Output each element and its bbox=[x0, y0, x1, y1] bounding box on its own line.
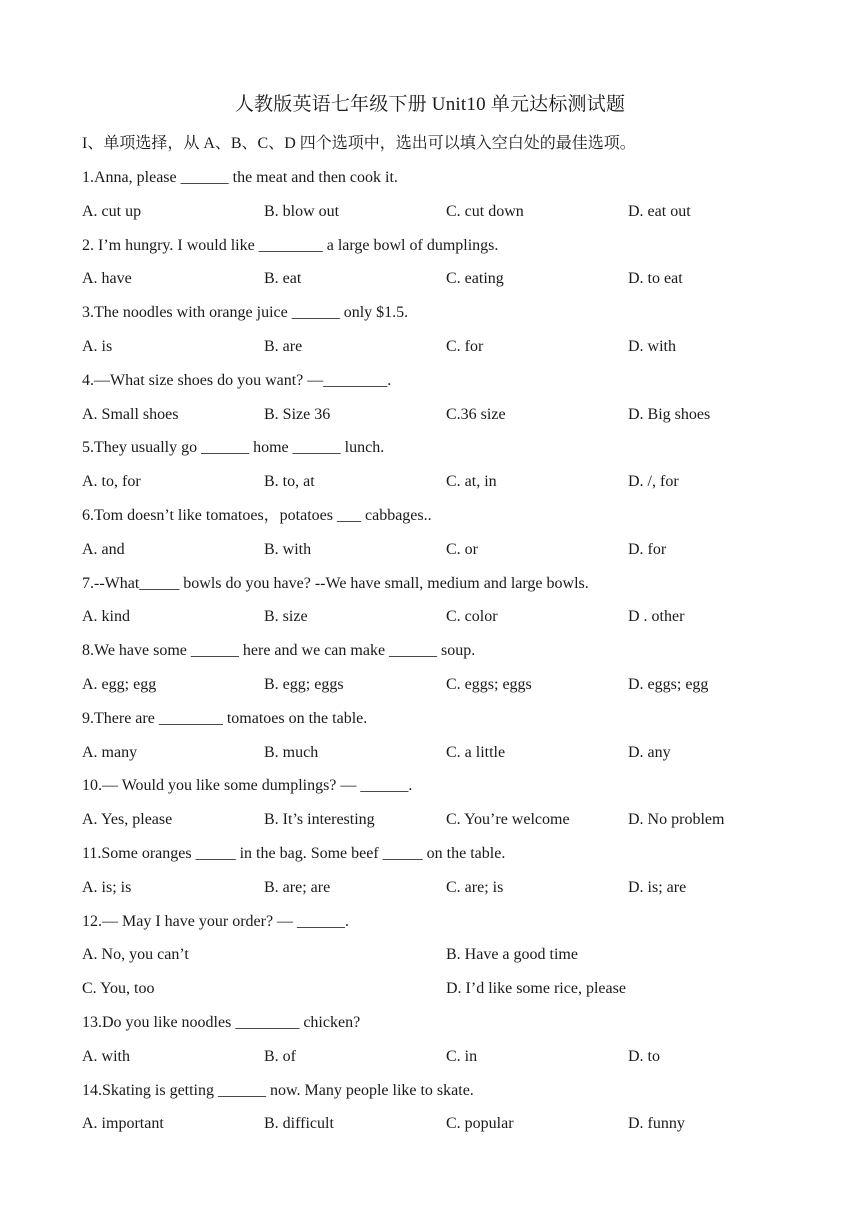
page-title: 人教版英语七年级下册 Unit10 单元达标测试题 bbox=[234, 94, 626, 115]
option-b: B. Have a good time bbox=[446, 946, 578, 964]
option-d: D. to bbox=[628, 1047, 660, 1065]
option-row bbox=[82, 807, 782, 841]
option-row bbox=[82, 334, 782, 368]
option-row bbox=[82, 976, 782, 1010]
option-row bbox=[82, 402, 782, 436]
option-c: C. You, too bbox=[82, 980, 155, 998]
question-stem: 6.Tom doesn’t like tomatoes，potatoes ___ cabbages.. bbox=[82, 506, 432, 524]
option-row bbox=[82, 199, 782, 233]
option-b: B. It’s interesting bbox=[264, 811, 375, 829]
option-b: B. to, at bbox=[264, 473, 315, 491]
option-row bbox=[82, 1111, 782, 1145]
option-a: A. have bbox=[82, 270, 132, 288]
option-row bbox=[82, 266, 782, 300]
option-c: C. eggs; eggs bbox=[446, 675, 532, 693]
question-stem: 12.— May I have your order? — ______. bbox=[82, 912, 350, 930]
option-a: A. Small shoes bbox=[82, 405, 179, 423]
option-d: D. Big shoes bbox=[628, 405, 711, 423]
option-d: D. to eat bbox=[628, 270, 683, 288]
option-a: A. important bbox=[82, 1115, 164, 1133]
option-c: C. color bbox=[446, 608, 498, 626]
option-c: C. popular bbox=[446, 1115, 514, 1133]
option-c: C. eating bbox=[446, 270, 504, 288]
option-row bbox=[82, 469, 782, 503]
question-stem: 3.The noodles with orange juice ______ only $1.5. bbox=[82, 304, 409, 322]
question-stem: 14.Skating is getting ______ now. Many people like to skate. bbox=[82, 1081, 474, 1099]
option-a: A. with bbox=[82, 1047, 130, 1065]
option-c: C. or bbox=[446, 540, 478, 558]
option-a: A. egg; egg bbox=[82, 675, 157, 693]
option-row bbox=[82, 942, 782, 976]
option-d: D. eggs; egg bbox=[628, 675, 709, 693]
option-b: B. size bbox=[264, 608, 308, 626]
option-row bbox=[82, 672, 782, 706]
option-a: A. to, for bbox=[82, 473, 141, 491]
option-c: C. are; is bbox=[446, 878, 504, 896]
option-d: D. eat out bbox=[628, 202, 691, 220]
option-c: C. a little bbox=[446, 743, 506, 761]
option-c: C. at, in bbox=[446, 473, 497, 491]
question-stem: 13.Do you like noodles ________ chicken? bbox=[82, 1013, 361, 1031]
question-stem: 8.We have some ______ here and we can make ______ soup. bbox=[82, 642, 476, 660]
option-a: A. is; is bbox=[82, 878, 132, 896]
question-stem: 11.Some oranges _____ in the bag. Some beef _____ on the table. bbox=[82, 844, 506, 862]
option-d: D . other bbox=[628, 608, 685, 626]
option-b: B. Size 36 bbox=[264, 405, 331, 423]
option-c: C. cut down bbox=[446, 202, 524, 220]
question-stem: 10.— Would you like some dumplings? — ______. bbox=[82, 777, 413, 795]
option-d: D. funny bbox=[628, 1115, 685, 1133]
option-c: C. for bbox=[446, 337, 484, 355]
option-b: B. blow out bbox=[264, 202, 340, 220]
option-c: C. You’re welcome bbox=[446, 811, 570, 829]
option-b: B. much bbox=[264, 743, 319, 761]
option-d: D. any bbox=[628, 743, 671, 761]
option-row bbox=[82, 740, 782, 774]
option-d: D. /, for bbox=[628, 473, 679, 491]
option-b: B. with bbox=[264, 540, 312, 558]
option-b: B. eat bbox=[264, 270, 302, 288]
option-row bbox=[82, 537, 782, 571]
question-stem: 5.They usually go ______ home ______ lunch. bbox=[82, 439, 385, 457]
question-stem: 9.There are ________ tomatoes on the table. bbox=[82, 709, 368, 727]
option-a: A. many bbox=[82, 743, 138, 761]
option-b: B. are bbox=[264, 337, 303, 355]
option-d: D. No problem bbox=[628, 811, 725, 829]
option-b: B. are; are bbox=[264, 878, 331, 896]
option-c: C. in bbox=[446, 1047, 478, 1065]
question-stem: 1.Anna, please ______ the meat and then cook it. bbox=[82, 169, 398, 186]
option-d: D. I’d like some rice, please bbox=[446, 980, 626, 998]
option-a: A. kind bbox=[82, 608, 130, 626]
option-a: A. is bbox=[82, 337, 113, 355]
option-a: A. No, you can’t bbox=[82, 946, 189, 964]
option-b: B. difficult bbox=[264, 1115, 334, 1133]
question-list bbox=[82, 165, 782, 1145]
option-row bbox=[82, 1044, 782, 1078]
option-d: D. for bbox=[628, 540, 667, 558]
option-c: C.36 size bbox=[446, 405, 506, 423]
question-stem: 4.—What size shoes do you want? —________. bbox=[82, 371, 392, 389]
option-b: B. egg; eggs bbox=[264, 675, 344, 693]
option-a: A. Yes, please bbox=[82, 811, 173, 829]
option-d: D. is; are bbox=[628, 878, 687, 896]
option-a: A. cut up bbox=[82, 202, 142, 220]
option-row bbox=[82, 875, 782, 909]
option-d: D. with bbox=[628, 337, 676, 355]
option-a: A. and bbox=[82, 540, 125, 558]
section-heading: I、单项选择，从 A、B、C、D 四个选项中，选出可以填入空白处的最佳选项。 bbox=[82, 135, 636, 152]
option-b: B. of bbox=[264, 1047, 296, 1065]
question-stem: 7.--What_____ bowls do you have? --We have small, medium and large bowls. bbox=[82, 574, 589, 592]
option-row bbox=[82, 604, 782, 638]
question-stem: 2. I’m hungry. I would like ________ a large bowl of dumplings. bbox=[82, 236, 499, 254]
